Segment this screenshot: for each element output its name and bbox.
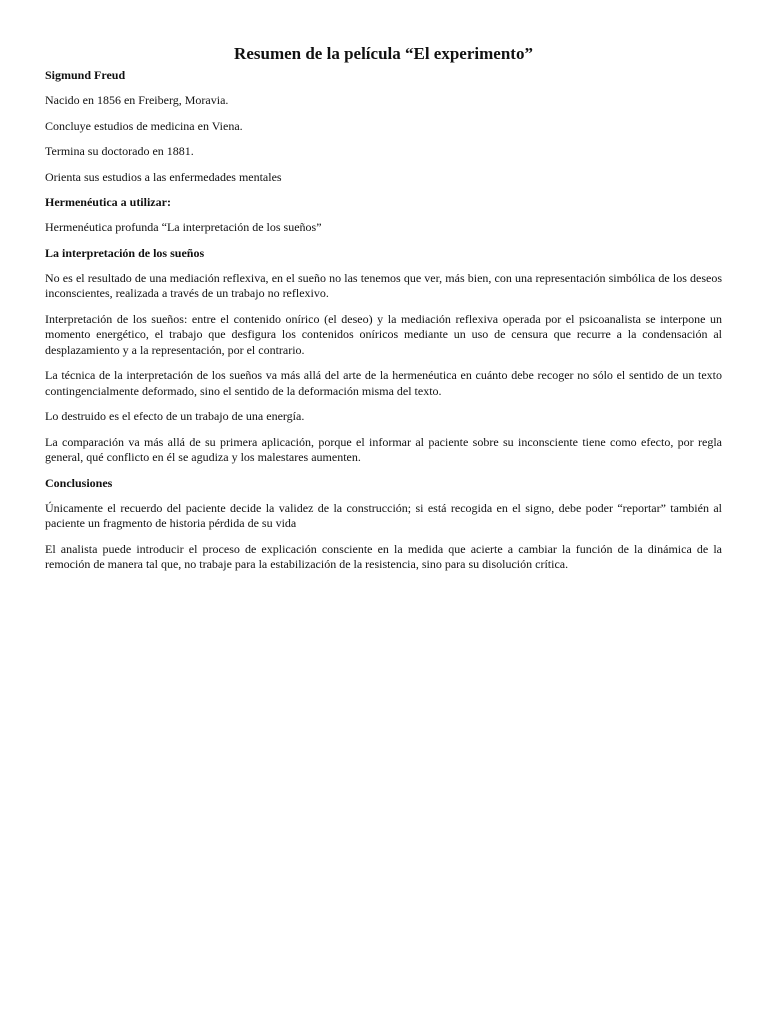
paragraph: La comparación va más allá de su primera aplicación, porque el informar al paciente sobre su inconsciente tiene como efecto, por regla general, qué conflicto en él se agudiza y los malestares aumenten. — [45, 434, 722, 464]
paragraph: El analista puede introducir el proceso de explicación consciente en la medida que acierte a cambiar la función de la dinámica de la remoción de manera tal que, no trabaje para la estabilización de la resistencia, sino para su disolución crítica. — [45, 541, 722, 571]
section-heading-conclusiones: Conclusiones — [45, 475, 113, 490]
document-title: Resumen de la película “El experimento” — [234, 44, 533, 63]
section-heading-interpretacion-suenos: La interpretación de los sueños — [45, 245, 205, 260]
paragraph: Lo destruido es el efecto de un trabajo de una energía. — [45, 409, 305, 423]
paragraph: Termina su doctorado en 1881. — [45, 144, 194, 158]
paragraph: Interpretación de los sueños: entre el contenido onírico (el deseo) y la mediación reflexiva operada por el psicoanalista se interpone un momento energético, el trabajo que desfigura los contenidos oníricos mediante un uso de censura que recurre a la condensación al desplazamiento y a la representación, por el contrario. — [45, 311, 722, 357]
paragraph: Concluye estudios de medicina en Viena. — [45, 118, 243, 133]
paragraph: No es el resultado de una mediación reflexiva, en el sueño no las tenemos que ver, más bien, con una representación simbólica de los deseos inconscientes, realizada a través de un trabajo no reflexivo. — [45, 270, 722, 300]
paragraph: Hermenéutica profunda “La interpretación de los sueños” — [45, 220, 322, 234]
paragraph: Nacido en 1856 en Freiberg, Moravia. — [45, 93, 229, 107]
paragraph: Orienta sus estudios a las enfermedades mentales — [45, 169, 282, 184]
paragraph: La técnica de la interpretación de los sueños va más allá del arte de la hermenéutica en cuánto debe recoger no sólo el sentido de un texto contingencialmente deformado, sino el sentido de la deformación misma del texto. — [45, 368, 722, 398]
section-heading-hermeneutica: Hermenéutica a utilizar: — [45, 195, 171, 209]
paragraph: Únicamente el recuerdo del paciente decide la validez de la construcción; si está recogida en el signo, debe poder “reportar” también al paciente un fragmento de historia pérdida de su vida — [45, 500, 722, 530]
section-heading-sigmund-freud: Sigmund Freud — [45, 68, 126, 82]
document-page — [45, 44, 722, 583]
